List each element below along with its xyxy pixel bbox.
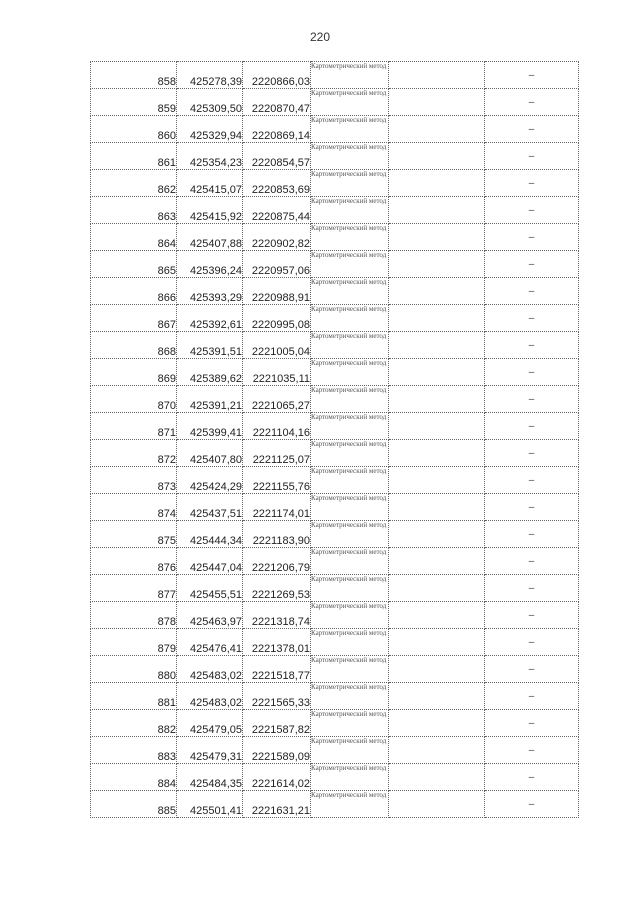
- point-number: 862: [91, 170, 177, 197]
- coordinates-table-body: [91, 62, 579, 818]
- coordinate-x: 425447,04: [177, 548, 243, 575]
- coordinate-x: 425479,31: [177, 737, 243, 764]
- point-number: 884: [91, 764, 177, 791]
- dash-cell: –: [485, 656, 579, 683]
- coordinates-table: [90, 61, 579, 818]
- method-cell: Картометрический метод: [311, 89, 389, 116]
- table-row: [91, 494, 579, 521]
- dash-cell: –: [485, 89, 579, 116]
- point-number: 860: [91, 116, 177, 143]
- point-number: 885: [91, 791, 177, 818]
- coordinate-y: 2220902,82: [243, 224, 311, 251]
- coordinate-x: 425476,41: [177, 629, 243, 656]
- coordinate-y: 2221565,33: [243, 683, 311, 710]
- table-row: [91, 170, 579, 197]
- coordinate-y: 2221518,77: [243, 656, 311, 683]
- method-cell: Картометрический метод: [311, 62, 389, 89]
- coordinate-y: 2221614,02: [243, 764, 311, 791]
- dash-cell: –: [485, 710, 579, 737]
- coordinate-y: 2220853,69: [243, 170, 311, 197]
- table-row: [91, 278, 579, 305]
- empty-cell: [389, 359, 485, 386]
- method-cell: Картометрический метод: [311, 440, 389, 467]
- dash-cell: –: [485, 737, 579, 764]
- method-cell: Картометрический метод: [311, 278, 389, 305]
- method-cell: Картометрический метод: [311, 575, 389, 602]
- table-row: [91, 359, 579, 386]
- method-cell: Картометрический метод: [311, 197, 389, 224]
- coordinate-x: 425479,05: [177, 710, 243, 737]
- dash-cell: –: [485, 359, 579, 386]
- coordinate-x: 425389,62: [177, 359, 243, 386]
- table-row: [91, 629, 579, 656]
- table-row: [91, 683, 579, 710]
- method-cell: Картометрический метод: [311, 710, 389, 737]
- coordinate-y: 2220995,08: [243, 305, 311, 332]
- coordinate-x: 425484,35: [177, 764, 243, 791]
- empty-cell: [389, 305, 485, 332]
- table-row: [91, 575, 579, 602]
- empty-cell: [389, 413, 485, 440]
- dash-cell: –: [485, 251, 579, 278]
- point-number: 879: [91, 629, 177, 656]
- point-number: 881: [91, 683, 177, 710]
- empty-cell: [389, 197, 485, 224]
- coordinate-y: 2220875,44: [243, 197, 311, 224]
- table-row: [91, 332, 579, 359]
- method-cell: Картометрический метод: [311, 791, 389, 818]
- point-number: 872: [91, 440, 177, 467]
- coordinate-y: 2221104,16: [243, 413, 311, 440]
- dash-cell: –: [485, 224, 579, 251]
- table-row: [91, 791, 579, 818]
- dash-cell: –: [485, 440, 579, 467]
- point-number: 868: [91, 332, 177, 359]
- coordinate-x: 425278,39: [177, 62, 243, 89]
- empty-cell: [389, 332, 485, 359]
- coordinate-y: 2220988,91: [243, 278, 311, 305]
- dash-cell: –: [485, 305, 579, 332]
- table-row: [91, 62, 579, 89]
- dash-cell: –: [485, 764, 579, 791]
- table-row: [91, 521, 579, 548]
- coordinate-y: 2220854,57: [243, 143, 311, 170]
- dash-cell: –: [485, 332, 579, 359]
- empty-cell: [389, 251, 485, 278]
- method-cell: Картометрический метод: [311, 359, 389, 386]
- point-number: 882: [91, 710, 177, 737]
- empty-cell: [389, 224, 485, 251]
- coordinate-y: 2221035,11: [243, 359, 311, 386]
- coordinate-x: 425396,24: [177, 251, 243, 278]
- coordinate-y: 2221155,76: [243, 467, 311, 494]
- coordinate-x: 425391,21: [177, 386, 243, 413]
- point-number: 864: [91, 224, 177, 251]
- coordinate-x: 425399,41: [177, 413, 243, 440]
- empty-cell: [389, 170, 485, 197]
- dash-cell: –: [485, 62, 579, 89]
- dash-cell: –: [485, 278, 579, 305]
- point-number: 873: [91, 467, 177, 494]
- method-cell: Картометрический метод: [311, 332, 389, 359]
- method-cell: Картометрический метод: [311, 170, 389, 197]
- coordinate-x: 425483,02: [177, 683, 243, 710]
- method-cell: Картометрический метод: [311, 251, 389, 278]
- table-row: [91, 764, 579, 791]
- method-cell: Картометрический метод: [311, 143, 389, 170]
- empty-cell: [389, 575, 485, 602]
- table-row: [91, 116, 579, 143]
- coordinate-y: 2221631,21: [243, 791, 311, 818]
- method-cell: Картометрический метод: [311, 305, 389, 332]
- dash-cell: –: [485, 602, 579, 629]
- coordinate-x: 425437,51: [177, 494, 243, 521]
- empty-cell: [389, 791, 485, 818]
- coordinate-x: 425444,34: [177, 521, 243, 548]
- point-number: 883: [91, 737, 177, 764]
- table-row: [91, 602, 579, 629]
- empty-cell: [389, 494, 485, 521]
- coordinate-y: 2221589,09: [243, 737, 311, 764]
- method-cell: Картометрический метод: [311, 413, 389, 440]
- empty-cell: [389, 683, 485, 710]
- method-cell: Картометрический метод: [311, 386, 389, 413]
- dash-cell: –: [485, 197, 579, 224]
- point-number: 867: [91, 305, 177, 332]
- coordinate-x: 425455,51: [177, 575, 243, 602]
- dash-cell: –: [485, 575, 579, 602]
- coordinate-x: 425407,80: [177, 440, 243, 467]
- empty-cell: [389, 710, 485, 737]
- point-number: 870: [91, 386, 177, 413]
- coordinate-x: 425501,41: [177, 791, 243, 818]
- method-cell: Картометрический метод: [311, 224, 389, 251]
- coordinate-x: 425354,23: [177, 143, 243, 170]
- method-cell: Картометрический метод: [311, 602, 389, 629]
- empty-cell: [389, 62, 485, 89]
- method-cell: Картометрический метод: [311, 737, 389, 764]
- table-row: [91, 548, 579, 575]
- dash-cell: –: [485, 494, 579, 521]
- coordinate-y: 2220869,14: [243, 116, 311, 143]
- table-row: [91, 413, 579, 440]
- method-cell: Картометрический метод: [311, 521, 389, 548]
- coordinate-y: 2221005,04: [243, 332, 311, 359]
- dash-cell: –: [485, 116, 579, 143]
- point-number: 861: [91, 143, 177, 170]
- coordinate-y: 2221587,82: [243, 710, 311, 737]
- empty-cell: [389, 467, 485, 494]
- coordinate-x: 425309,50: [177, 89, 243, 116]
- coordinate-y: 2221174,01: [243, 494, 311, 521]
- method-cell: Картометрический метод: [311, 683, 389, 710]
- method-cell: Картометрический метод: [311, 629, 389, 656]
- method-cell: Картометрический метод: [311, 656, 389, 683]
- coordinate-y: 2221269,53: [243, 575, 311, 602]
- table-row: [91, 197, 579, 224]
- empty-cell: [389, 629, 485, 656]
- point-number: 875: [91, 521, 177, 548]
- point-number: 880: [91, 656, 177, 683]
- coordinate-x: 425424,29: [177, 467, 243, 494]
- point-number: 874: [91, 494, 177, 521]
- coordinate-x: 425483,02: [177, 656, 243, 683]
- table-row: [91, 251, 579, 278]
- empty-cell: [389, 521, 485, 548]
- empty-cell: [389, 386, 485, 413]
- point-number: 869: [91, 359, 177, 386]
- dash-cell: –: [485, 791, 579, 818]
- coordinate-y: 2221183,90: [243, 521, 311, 548]
- table-row: [91, 386, 579, 413]
- coordinate-x: 425407,88: [177, 224, 243, 251]
- coordinate-y: 2221065,27: [243, 386, 311, 413]
- method-cell: Картометрический метод: [311, 548, 389, 575]
- coordinate-y: 2221206,79: [243, 548, 311, 575]
- method-cell: Картометрический метод: [311, 467, 389, 494]
- point-number: 876: [91, 548, 177, 575]
- empty-cell: [389, 737, 485, 764]
- table-row: [91, 305, 579, 332]
- method-cell: Картометрический метод: [311, 116, 389, 143]
- point-number: 871: [91, 413, 177, 440]
- coordinate-x: 425415,92: [177, 197, 243, 224]
- empty-cell: [389, 143, 485, 170]
- dash-cell: –: [485, 521, 579, 548]
- empty-cell: [389, 440, 485, 467]
- dash-cell: –: [485, 683, 579, 710]
- point-number: 865: [91, 251, 177, 278]
- point-number: 859: [91, 89, 177, 116]
- table-row: [91, 656, 579, 683]
- coordinate-x: 425415,07: [177, 170, 243, 197]
- dash-cell: –: [485, 143, 579, 170]
- dash-cell: –: [485, 170, 579, 197]
- table-row: [91, 710, 579, 737]
- point-number: 877: [91, 575, 177, 602]
- table-row: [91, 467, 579, 494]
- coordinate-x: 425463,97: [177, 602, 243, 629]
- empty-cell: [389, 602, 485, 629]
- coordinate-y: 2220870,47: [243, 89, 311, 116]
- dash-cell: –: [485, 467, 579, 494]
- empty-cell: [389, 89, 485, 116]
- dash-cell: –: [485, 386, 579, 413]
- table-row: [91, 143, 579, 170]
- empty-cell: [389, 656, 485, 683]
- method-cell: Картометрический метод: [311, 494, 389, 521]
- point-number: 878: [91, 602, 177, 629]
- table-row: [91, 440, 579, 467]
- dash-cell: –: [485, 548, 579, 575]
- empty-cell: [389, 278, 485, 305]
- table-row: [91, 89, 579, 116]
- coordinate-x: 425329,94: [177, 116, 243, 143]
- empty-cell: [389, 764, 485, 791]
- point-number: 858: [91, 62, 177, 89]
- coordinate-y: 2221378,01: [243, 629, 311, 656]
- coordinate-x: 425392,61: [177, 305, 243, 332]
- dash-cell: –: [485, 629, 579, 656]
- coordinate-x: 425391,51: [177, 332, 243, 359]
- point-number: 866: [91, 278, 177, 305]
- empty-cell: [389, 548, 485, 575]
- coordinate-y: 2221318,74: [243, 602, 311, 629]
- page-number: 220: [309, 30, 331, 44]
- coordinate-x: 425393,29: [177, 278, 243, 305]
- table-row: [91, 224, 579, 251]
- method-cell: Картометрический метод: [311, 764, 389, 791]
- coordinate-y: 2221125,07: [243, 440, 311, 467]
- point-number: 863: [91, 197, 177, 224]
- empty-cell: [389, 116, 485, 143]
- table-row: [91, 737, 579, 764]
- coordinate-y: 2220866,03: [243, 62, 311, 89]
- coordinate-y: 2220957,06: [243, 251, 311, 278]
- dash-cell: –: [485, 413, 579, 440]
